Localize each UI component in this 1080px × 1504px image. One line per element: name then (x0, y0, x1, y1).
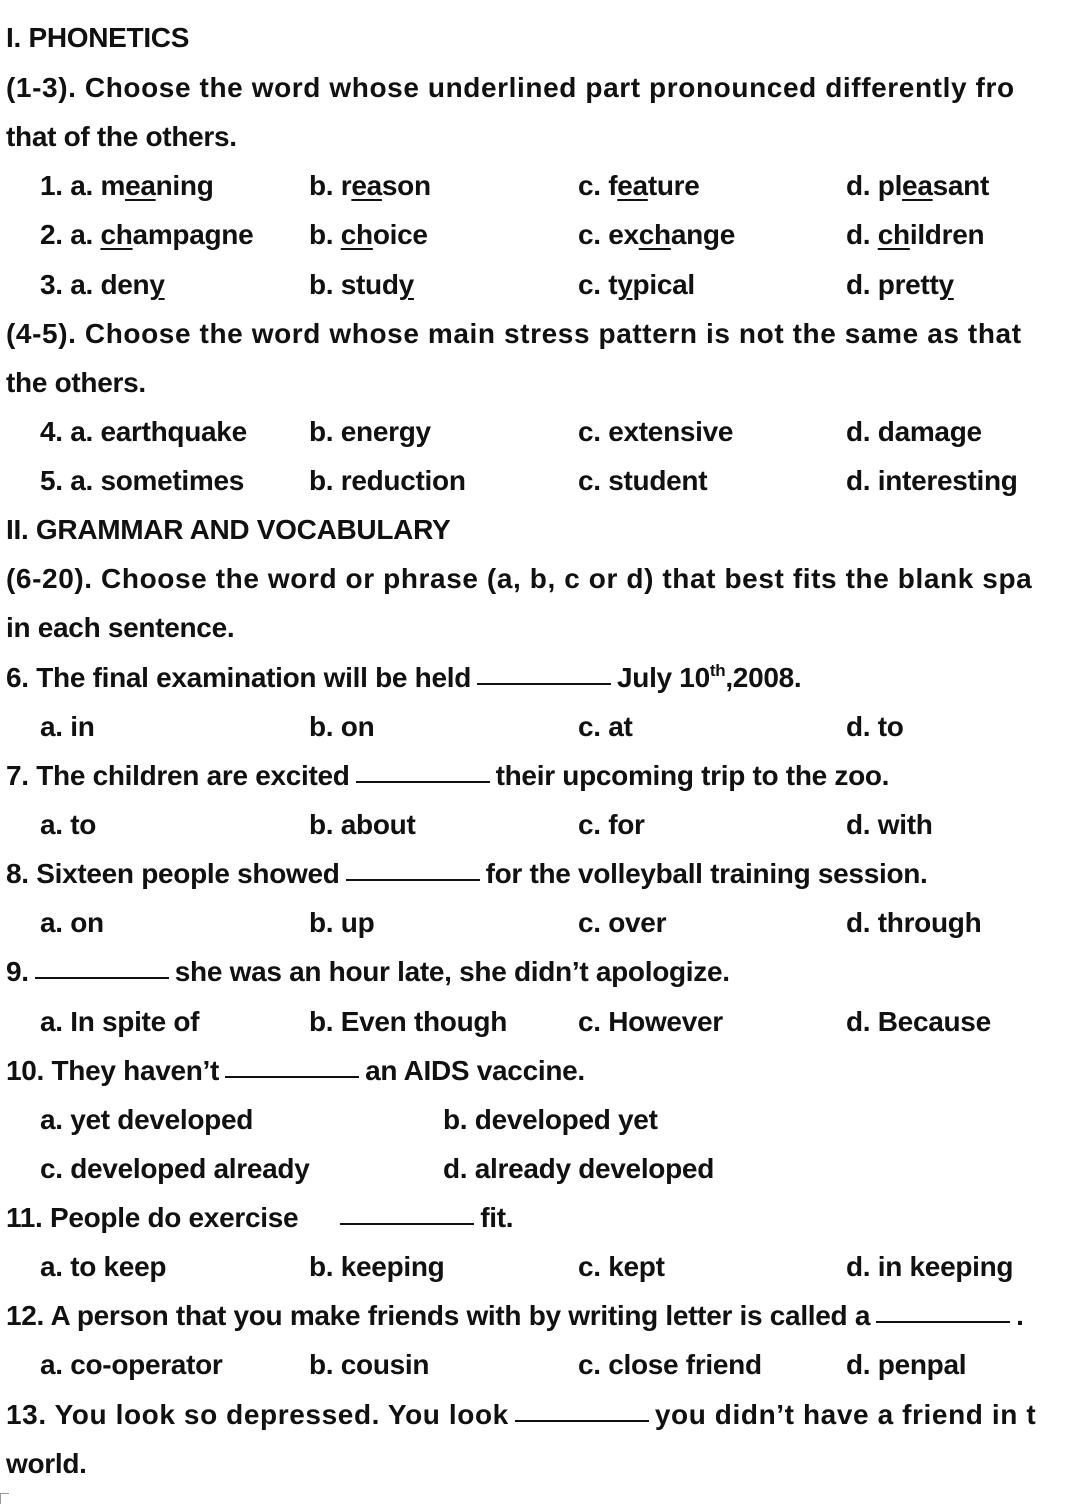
page-corner-mark (0, 1493, 9, 1504)
underlined-letters: ch (340, 219, 373, 250)
q10-option-c[interactable]: c. developed already (40, 1153, 310, 1184)
instruction-1-3-line1: (1-3). Choose the word whose underlined part pronounced differently fro (6, 72, 1015, 103)
underlined-letters: ea (351, 170, 382, 201)
q8-option-c[interactable]: c. over (578, 907, 667, 938)
q6-option-b[interactable]: b. on (309, 711, 375, 742)
underlined-letters: ch (638, 219, 671, 250)
q5-option-d[interactable]: d. interesting (846, 465, 1018, 496)
q1-option-b[interactable]: b. reason (309, 170, 431, 201)
section-heading-grammar: II. GRAMMAR AND VOCABULARY (6, 514, 451, 545)
q2-option-b[interactable]: b. choice (309, 219, 428, 250)
underlined-letters: ea (902, 170, 933, 201)
q7-option-b[interactable]: b. about (309, 809, 416, 840)
q3-option-a[interactable]: 3. a. deny (40, 269, 165, 300)
q10-option-a[interactable]: a. yet developed (40, 1104, 254, 1135)
underlined-letters: ea (125, 170, 156, 201)
answer-blank[interactable] (515, 1419, 649, 1422)
q8-stem: 8. Sixteen people showed for the volleyball training session. (6, 858, 928, 889)
underlined-letters: y (149, 269, 165, 300)
answer-blank[interactable] (35, 976, 169, 979)
q5-option-b[interactable]: b. reduction (309, 465, 466, 496)
q1-option-c[interactable]: c. feature (578, 170, 700, 201)
q1-option-a[interactable]: 1. a. meaning (40, 170, 214, 201)
answer-blank[interactable] (876, 1320, 1010, 1323)
answer-blank[interactable] (346, 878, 480, 881)
q10-option-d[interactable]: d. already developed (443, 1153, 714, 1184)
q12-stem: 12. A person that you make friends with by writing letter is called a . (6, 1300, 1024, 1331)
q9-option-c[interactable]: c. However (578, 1006, 723, 1037)
q4-option-c[interactable]: c. extensive (578, 416, 734, 447)
q11-option-d[interactable]: d. in keeping (846, 1251, 1014, 1282)
q9-option-a[interactable]: a. In spite of (40, 1006, 200, 1037)
underlined-letters: y (617, 269, 633, 300)
q11-option-c[interactable]: c. kept (578, 1251, 665, 1282)
q5-option-a[interactable]: 5. a. sometimes (40, 465, 245, 496)
q7-option-d[interactable]: d. with (846, 809, 933, 840)
q3-option-b[interactable]: b. study (309, 269, 414, 300)
q7-option-a[interactable]: a. to (40, 809, 97, 840)
underlined-letters: ch (877, 219, 910, 250)
q11-option-a[interactable]: a. to keep (40, 1251, 167, 1282)
answer-blank[interactable] (477, 682, 611, 685)
q12-option-b[interactable]: b. cousin (309, 1349, 430, 1380)
q11-option-b[interactable]: b. keeping (309, 1251, 445, 1282)
q7-option-c[interactable]: c. for (578, 809, 645, 840)
q10-option-b[interactable]: b. developed yet (443, 1104, 658, 1135)
q9-stem: 9. she was an hour late, she didn’t apologize. (6, 956, 730, 987)
q13-stem: 13. You look so depressed. You look you didn’t have a friend in t (6, 1399, 1037, 1430)
instruction-6-20-line2: in each sentence. (6, 612, 235, 643)
q4-option-d[interactable]: d. damage (846, 416, 982, 447)
instruction-4-5-line2: the others. (6, 367, 146, 398)
q6-stem: 6. The final examination will be held July 10th,2008. (6, 661, 802, 693)
q6-option-c[interactable]: c. at (578, 711, 633, 742)
q8-option-a[interactable]: a. on (40, 907, 104, 938)
instruction-4-5-line1: (4-5). Choose the word whose main stress pattern is not the same as that (6, 318, 1022, 349)
underlined-letters: ea (617, 170, 648, 201)
q12-option-a[interactable]: a. co-operator (40, 1349, 223, 1380)
q6-option-d[interactable]: d. to (846, 711, 904, 742)
q4-option-b[interactable]: b. energy (309, 416, 431, 447)
q2-option-c[interactable]: c. exchange (578, 219, 736, 250)
q6-option-a[interactable]: a. in (40, 711, 95, 742)
q3-option-c[interactable]: c. typical (578, 269, 695, 300)
q12-option-d[interactable]: d. penpal (846, 1349, 967, 1380)
q8-option-d[interactable]: d. through (846, 907, 982, 938)
q9-option-b[interactable]: b. Even though (309, 1006, 508, 1037)
underlined-letters: ch (100, 219, 133, 250)
section-heading-phonetics: I. PHONETICS (6, 22, 190, 53)
q3-option-d[interactable]: d. pretty (846, 269, 954, 300)
answer-blank[interactable] (225, 1075, 359, 1078)
q10-stem: 10. They haven’t an AIDS vaccine. (6, 1055, 585, 1086)
q5-option-c[interactable]: c. student (578, 465, 708, 496)
answer-blank[interactable] (356, 780, 490, 783)
instruction-6-20-line1: (6-20). Choose the word or phrase (a, b, c or d) that best fits the blank spa (6, 563, 1033, 594)
q9-option-d[interactable]: d. Because (846, 1006, 991, 1037)
q12-option-c[interactable]: c. close friend (578, 1349, 762, 1380)
q2-option-d[interactable]: d. children (846, 219, 985, 250)
q8-option-b[interactable]: b. up (309, 907, 375, 938)
underlined-letters: y (398, 269, 414, 300)
answer-blank[interactable] (340, 1222, 474, 1225)
q4-option-a[interactable]: 4. a. earthquake (40, 416, 247, 447)
q11-stem: 11. People do exercise fit. (6, 1202, 514, 1233)
underlined-letters: y (938, 269, 954, 300)
q7-stem: 7. The children are excited their upcoming trip to the zoo. (6, 760, 890, 791)
instruction-1-3-line2: that of the others. (6, 121, 237, 152)
q1-option-d[interactable]: d. pleasant (846, 170, 989, 201)
q13-stem-line2: world. (6, 1448, 87, 1479)
q2-option-a[interactable]: 2. a. champagne (40, 219, 254, 250)
